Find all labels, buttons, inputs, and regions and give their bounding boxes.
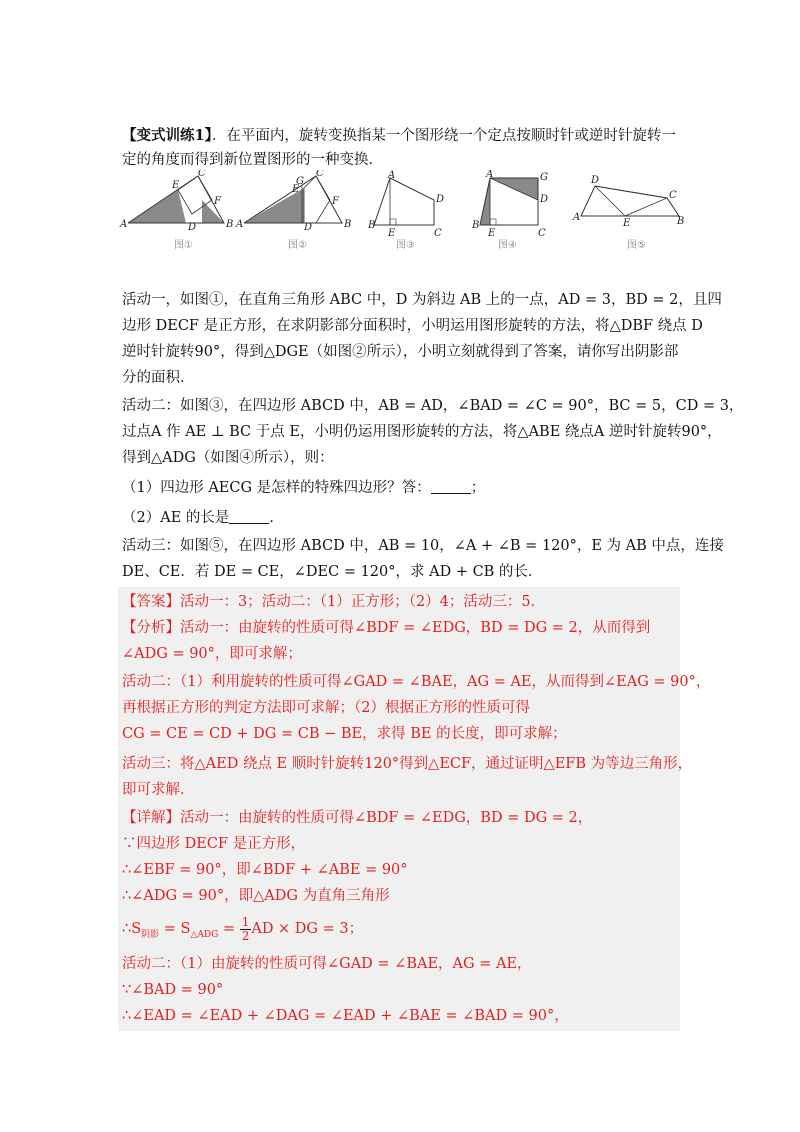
fig5-caption: 图⑤ (627, 240, 646, 251)
fig4-caption: 图④ (498, 240, 517, 251)
fig3-label-A: A (388, 170, 396, 181)
fig4-label-D: D (540, 194, 549, 205)
answer-blank-1[interactable] (431, 479, 471, 494)
detail-line-1: 【详解】活动一：由旋转的性质可得∠BDF = ∠EDG，BD = DG = 2， (122, 810, 593, 826)
activity1-line-2: 边形 DECF 是正方形，在求阴影部分面积时，小明运用图形旋转的方法，将△DBF 绕点 D (122, 318, 703, 334)
fig4-right-angle-mark (490, 219, 496, 225)
detail-line-7: ∵∠BAD = 90° (122, 982, 224, 998)
analysis-line-7: 即可求解． (122, 782, 195, 798)
fraction-one-half: $\frac{1}{2}$ (241, 914, 250, 943)
fig2-label-A: A (236, 219, 244, 230)
detail-line-3: ∴∠EBF = 90°，即∠BDF + ∠ABE = 90° (122, 862, 408, 878)
fig1-label-F: F (214, 196, 221, 207)
fig3-label-E: E (388, 228, 396, 239)
fig4-label-A: A (486, 170, 494, 180)
question-2: （2）AE 的长是 ． (122, 510, 284, 526)
problem-intro-line-1: 【变式训练1】．在平面内，旋转变换指某一个图形绕一个定点按顺时针或逆时针旋转一 (122, 127, 676, 144)
fig5-line-dc (595, 186, 667, 198)
analysis-line-1: 【分析】活动一：由旋转的性质可得∠BDF = ∠EDG，BD = DG = 2，从而得到 (122, 620, 651, 636)
analysis-line-2: ∠ADG = 90°，即可求解； (122, 646, 302, 662)
question-1: （1）四边形 AECG 是怎样的特殊四边形？答： ； (122, 480, 486, 496)
detail-line-8: ∴∠EAD = ∠EAD + ∠DAG = ∠EAD + ∠BAE = ∠BAD = 90°， (122, 1008, 569, 1024)
fig2-label-D: D (304, 222, 313, 233)
answer-blank-2[interactable] (229, 509, 269, 524)
fig3-right-angle-mark (390, 219, 396, 225)
figure-1 (119, 170, 233, 251)
activity1-line-1: 活动一，如图①，在直角三角形 ABC 中，D 为斜边 AB 上的一点，AD = 3，BD = 2，且四 (122, 292, 722, 308)
fig5-label-C: C (669, 190, 677, 201)
fig1-label-E: E (172, 180, 180, 191)
fig3-quadrilateral (374, 178, 434, 225)
activity2-line-1: 活动二：如图③，在四边形 ABCD 中，AB = AD，∠BAD = ∠C = 90°，BC = 5，CD = 3， (122, 398, 744, 414)
fig2-label-G: G (296, 176, 304, 187)
activity3-line-2: DE、CE．若 DE = CE，∠DEC = 120°，求 AD + CB 的长． (122, 564, 543, 580)
fig2-square (304, 176, 330, 223)
activity2-line-3: 得到△ADG（如图④所示），则： (122, 450, 334, 466)
fig4-label-B: B (472, 220, 480, 231)
fig5-line-ce (625, 198, 667, 216)
fig5-label-B: B (677, 216, 685, 227)
detail-line-5-area-formula: $\therefore S_{阴影} = S_{\triangle ADG}$ = $\frac{1}{2}$ AD × DG = 3； (122, 914, 364, 943)
figure-3 (367, 170, 444, 251)
detail-line-4: ∴∠ADG = 90°，即△ADG 为直角三角形 (122, 888, 390, 904)
fig2-label-F: F (332, 196, 339, 207)
fig1-label-D: D (188, 222, 197, 233)
fig3-caption: 图③ (396, 240, 415, 251)
analysis-line-5: CG = CE = CD + DG = CB − BE，求得 BE 的长度，即可求解； (122, 726, 567, 742)
analysis-line-3: 活动二：（1）利用旋转的性质可得∠GAD = ∠BAE，AG = AE，从而得到∠EAG = 90°， (122, 674, 711, 690)
activity1-line-3: 逆时针旋转90°，得到△DGE（如图②所示），小明立刻就得到了答案，请你写出阴影部 (122, 344, 679, 360)
fig5-label-D: D (591, 175, 600, 186)
problem-intro-line-2: 定的角度而得到新位置图形的一种变换． (122, 152, 383, 168)
fig5-quadrilateral (581, 186, 679, 216)
fig1-shaded-triangle-left (128, 190, 186, 223)
fig1-label-A: A (120, 219, 128, 230)
fig2-label-E: E (292, 184, 300, 195)
answer-line: 【答案】活动一：3；活动二：（1）正方形；（2）4；活动三：5． (122, 594, 546, 610)
fig3-label-D: D (436, 194, 445, 205)
fig2-label-B: B (344, 219, 352, 230)
figure-4 (471, 170, 548, 251)
geometry-figures (118, 170, 688, 260)
activity3-line-1: 活动三：如图⑤，在四边形 ABCD 中，AB = 10，∠A + ∠B = 120°，E 为 AB 中点，连接 (122, 538, 724, 554)
fig4-label-G: G (540, 172, 548, 183)
fig1-label-B: B (226, 219, 234, 230)
fig2-caption: 图② (288, 240, 307, 251)
analysis-line-4: 再根据正方形的判定方法即可求解；（2）根据正方形的性质可得 (122, 700, 530, 716)
analysis-line-6: 活动三：将△AED 绕点 E 顺时针旋转120°得到△ECF，通过证明△EFB 为等边三角形， (122, 756, 693, 772)
fig5-label-E: E (623, 218, 631, 229)
figure-5 (572, 175, 684, 251)
fig5-label-A: A (573, 212, 581, 223)
figure-2 (235, 170, 351, 251)
activity2-line-2: 过点A 作 AE ⊥ BC 于点 E，小明仍运用图形旋转的方法，将△ABE 绕点A 逆时针旋转90°， (122, 424, 722, 440)
fig3-label-B: B (368, 220, 376, 231)
fig4-label-E: E (488, 228, 496, 239)
detail-line-6: 活动二：（1）由旋转的性质可得∠GAD = ∠BAE，AG = AE， (122, 956, 532, 972)
fig2-label-C: C (316, 170, 324, 179)
fig3-label-C: C (434, 228, 442, 239)
problem-heading: 【变式训练1】 (122, 127, 212, 144)
detail-line-2: ∵四边形 DECF 是正方形， (122, 836, 306, 852)
fig1-label-C: C (198, 170, 206, 179)
activity1-line-4: 分的面积． (122, 370, 195, 386)
fig1-caption: 图① (174, 240, 193, 251)
fig4-label-C: C (538, 228, 546, 239)
